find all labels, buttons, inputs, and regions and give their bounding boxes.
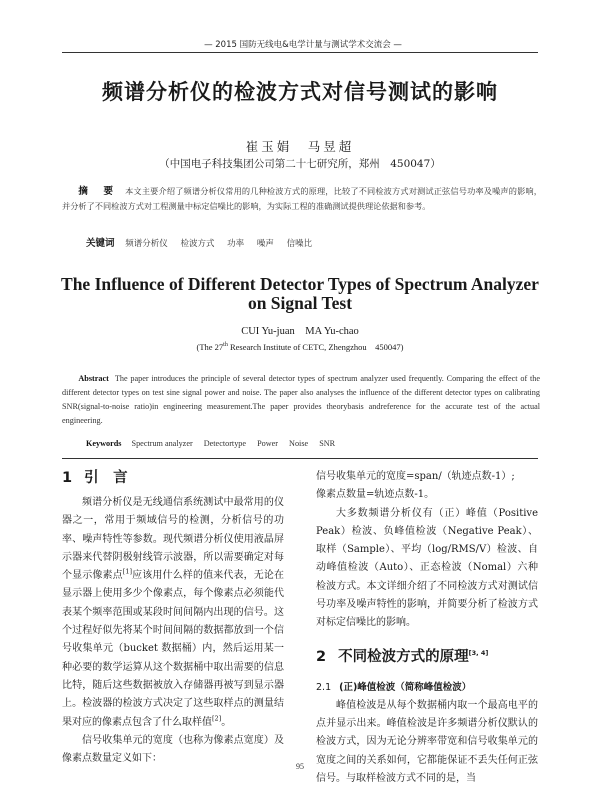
section-divider [62,458,538,459]
abstract-english [62,372,540,428]
section-1-paragraph-3: 大多数频谱分析仪有（正）峰值（Positive Peak）检波、负峰值检波（Negative Peak）、取样（Sample）、平均（log/RMS/V）检波、自动峰值检波（Auto）、正态检波（Nomal）六种检波方式。本文详细介绍了不同检波方式对测试信号功率及噪声特性的影响，并简要分析了检波方式对标定信噪比的影响。 [316,507,538,629]
keyword-en: Detectortype [203,439,247,448]
section-1-number: 1 [62,470,73,486]
affiliation-english [0,341,600,353]
title-english-line1: The Influence of Different Detector Types of Spectrum Analyzer [61,274,539,294]
page-number: 95 [296,762,304,771]
keywords-english-label: Keywords [86,439,122,448]
column-right [316,468,538,788]
section-1-paragraph-1 [62,494,284,732]
title-chinese: 频谱分析仪的检波方式对信号测试的影响 [102,80,498,104]
section-1-paragraph-2: 信号收集单元的宽度（也称为像素点宽度）及像素点数量定义如下： [62,734,284,765]
para-text: 应该用什么样的值来代表，无论在显示器上使用多少个像素点，每个像素点必须能代表某个频率范围或某段时间间隔内出现的信号。这个过程好似先将某个时间间隔的数据都放到一个信号收集单元（bucket 数据桶）内，然后运用某一种必要的数学运算从这个数据桶中取出需要的信息比特，随后这些数据被放入存储器再被写到显示器上。检波器的检波方式决定了这些取样点的测量结果对应的像素点包含了什么取样值 [62,570,285,728]
abstract-english-text: The paper introduces the principle of several detector types of spectrum analyzer used frequently. Comparing the effect of the different detector types on test sine signal power and noise. The paper also analyses the influence of the different detector types on calibrating SNR(signal-to-noise ratio)in engineering measurement.The paper provides theorybasis andreference for the accurate test of the actual engineering. [62,374,540,425]
affiliation-english-pre: (The 27 [196,342,224,352]
keyword-en: Noise [289,439,309,448]
abstract-chinese-label: 摘 要 [78,186,120,197]
subsection-2-1-number: 2.1 [316,681,332,693]
keyword-cn: 检波方式 [180,239,215,249]
formula-bucket-width: 信号收集单元的宽度=span/（轨迹点数-1）; [316,471,515,482]
abstract-english-label: Abstract [78,374,109,383]
abstract-chinese [62,184,542,214]
keyword-cn: 信噪比 [286,239,313,249]
citation: [2] [212,714,222,723]
citation: [1] [122,567,133,576]
title-english-line2: on Signal Test [247,293,353,313]
section-1-title: 引 言 [84,470,128,486]
section-2-title: 不同检波方式的原理 [338,648,469,665]
affiliation-english-sup: th [223,342,228,349]
keyword-en: Spectrum analyzer [131,439,193,448]
keywords-chinese-label: 关键词 [86,238,115,249]
column-left [62,468,284,768]
citation: [3, 4] [468,648,489,657]
subsection-2-1-heading [316,679,538,697]
affiliation-english-post: Research Institute of CETC, Zhengzhou 450047) [227,342,404,352]
title-english [0,275,600,313]
subsection-2-1-title: (正)峰值检波（简称峰值检波） [339,681,472,693]
keyword-cn: 功率 [227,239,245,249]
para-text: 。 [221,716,232,728]
keywords-english [86,439,344,448]
keyword-cn: 频谱分析仪 [125,239,168,249]
section-1-heading [62,468,284,488]
authors-chinese: 崔玉娟 马昱超 [245,139,355,154]
abstract-chinese-text: 本文主要介绍了频谱分析仪常用的几种检波方式的原理，比较了不同检波方式对测试正弦信号功率及噪声的影响，并分析了不同检波方式对工程测量中标定信噪比的影响，为实际工程的准确测试提供理论依据和参考。 [62,186,542,211]
conference-header: — 2015 国防无线电&电学计量与测试学术交流会 — [204,40,402,50]
formula-pixel-count: 像素点数量=轨迹点数-1。 [316,489,435,501]
section-2-heading [316,647,538,667]
section-2-1-paragraph-1: 峰值检波是从每个数据桶内取一个最高电平的点并显示出来。峰值检波是许多频谱分析仪默认的检波方式，因为无论分辨率带宽和信号收集单元的宽度之间的关系如何，它都能保证不丢失任何正弦信号。与取样检波方式不同的是，当 [316,699,538,784]
authors-english: CUI Yu-juan MA Yu-chao [241,326,359,337]
para-text: 频谱分析仪是无线通信系统测试中最常用的仪器之一，常用于频域信号的检测，分析信号的功率、噪声特性等参数。现代频谱分析仪使用液晶屏示器来代替阴极射线管示波器，所以需要确定对每个显示像素点 [62,497,284,582]
keywords-chinese [86,235,322,249]
affiliation-chinese: （中国电子科技集团公司第二十七研究所，郑州 450047） [159,158,441,170]
header-rule [62,52,538,53]
keyword-en: SNR [319,439,336,448]
keyword-cn: 噪声 [256,239,274,249]
section-2-number: 2 [316,648,327,665]
keyword-en: Power [257,439,278,448]
